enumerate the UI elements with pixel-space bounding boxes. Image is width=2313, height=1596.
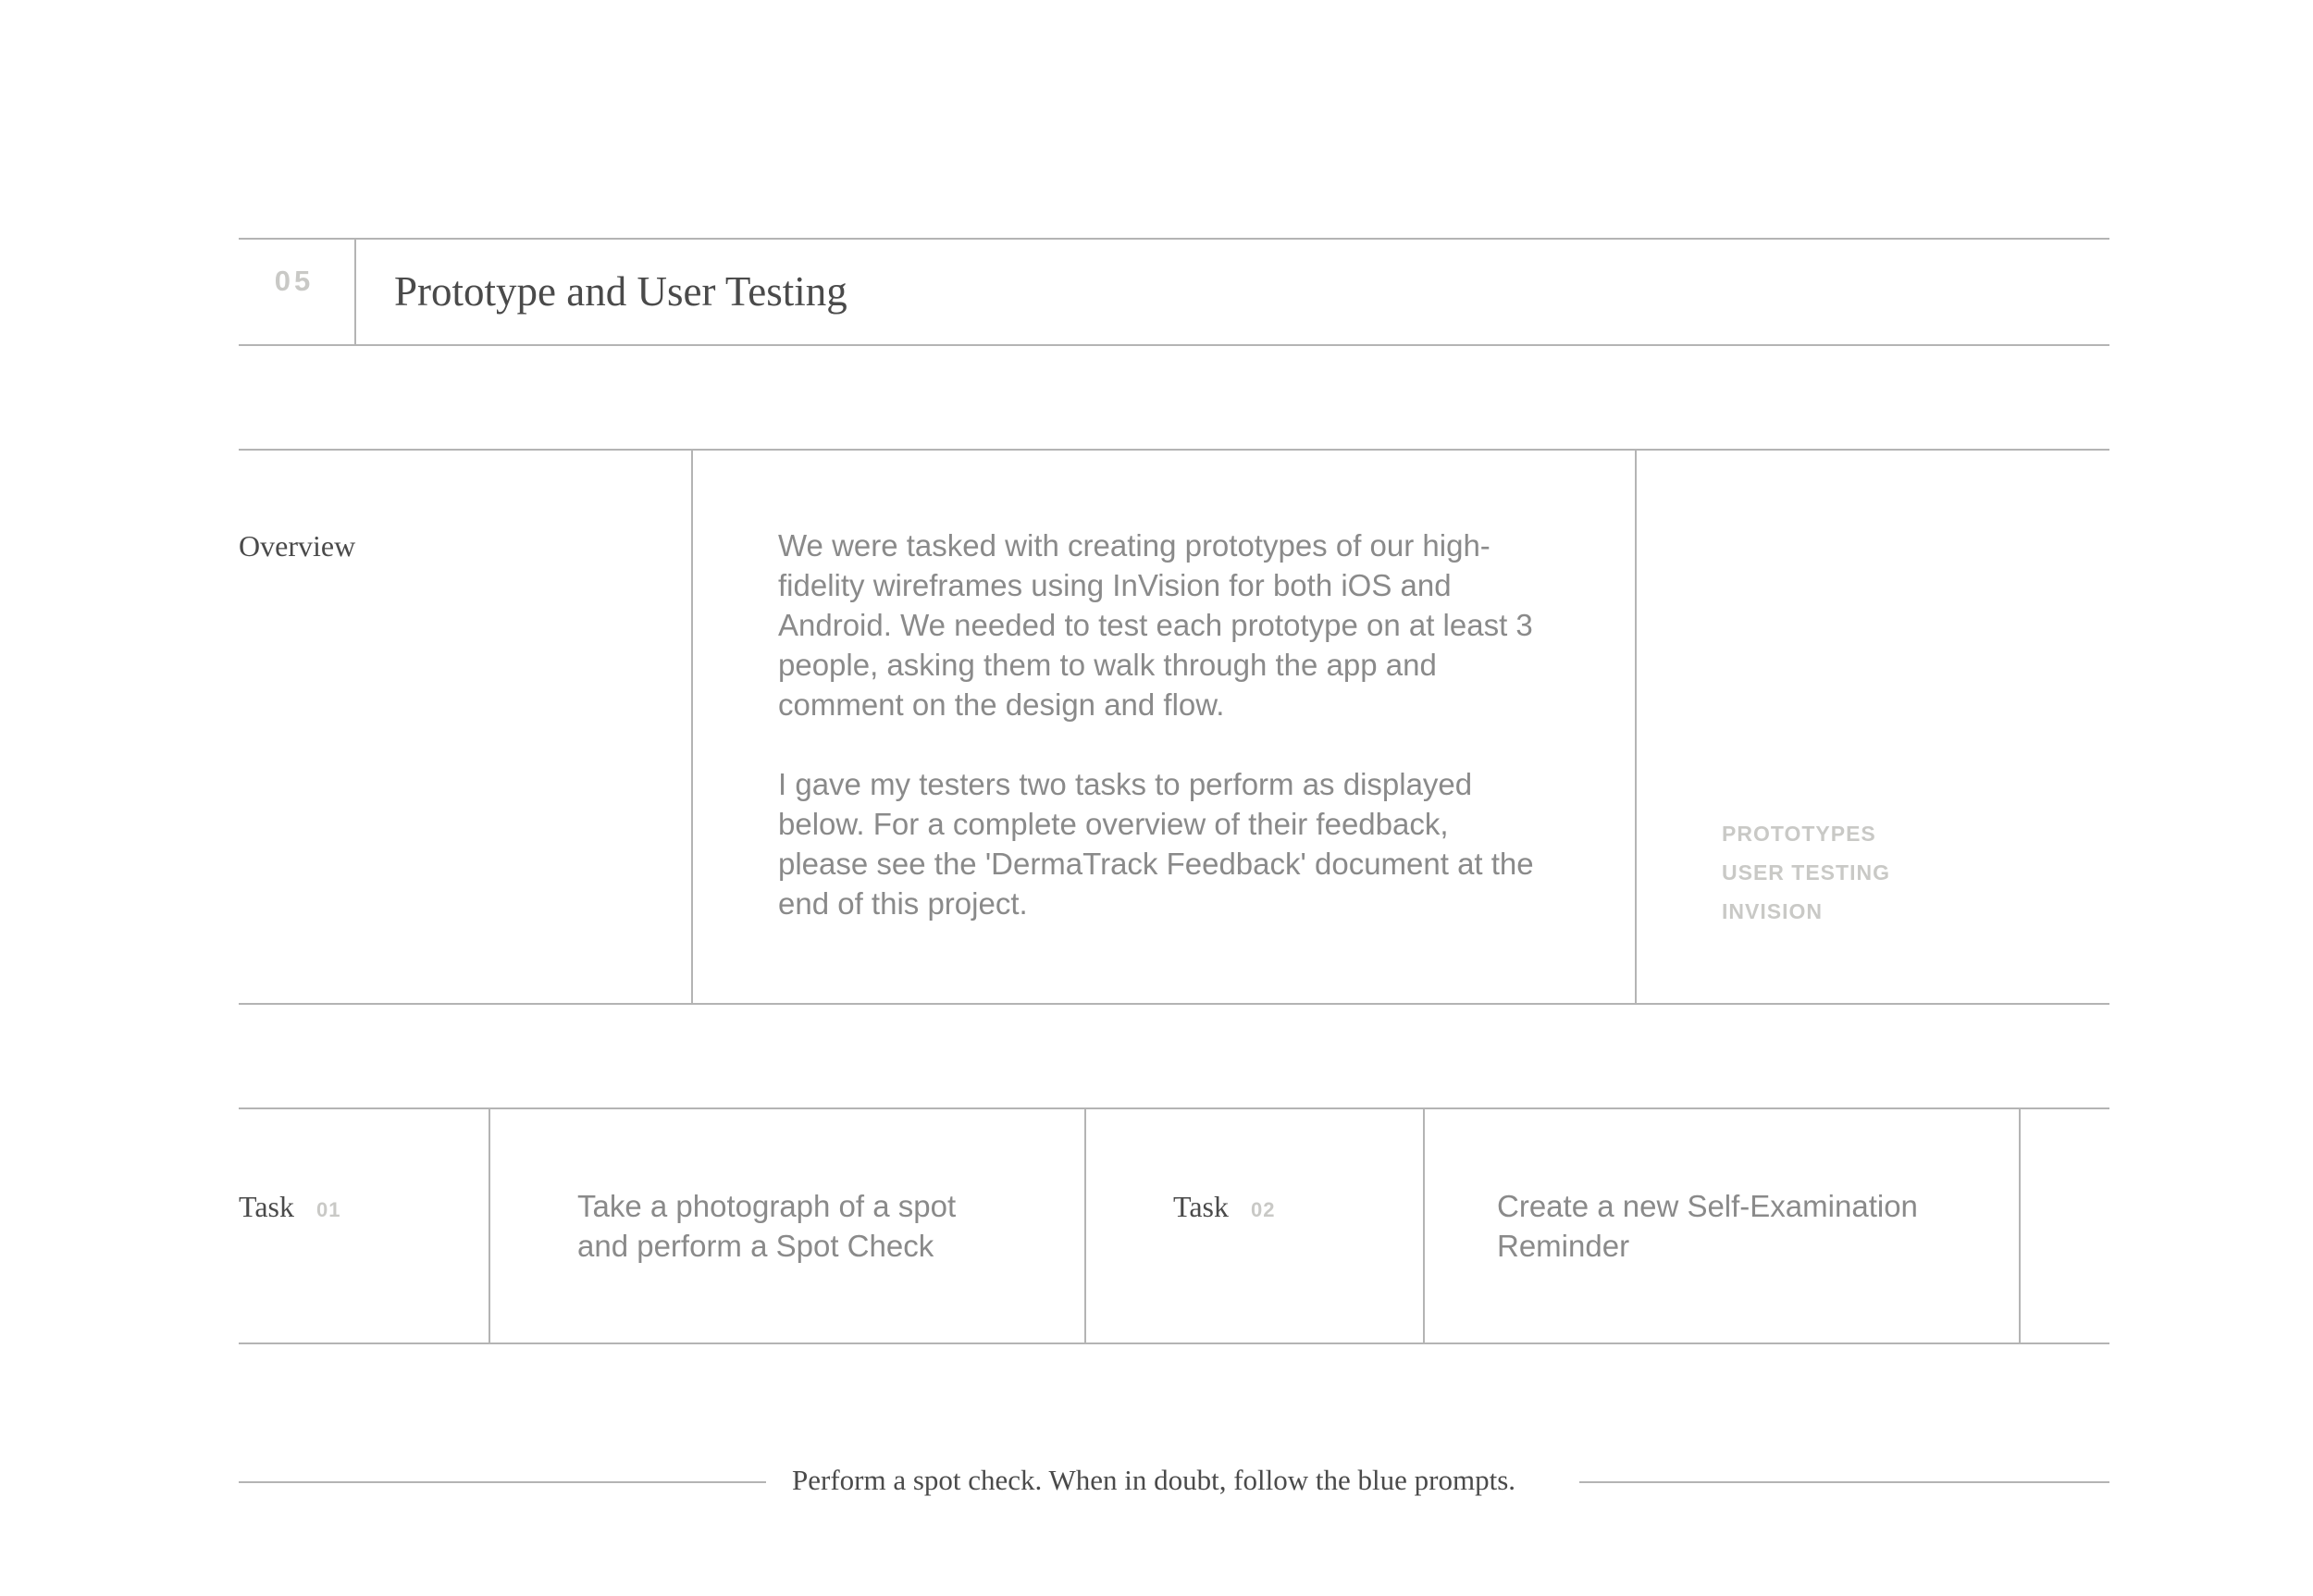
tasks-divider-4 xyxy=(2019,1107,2021,1344)
task-1-label xyxy=(239,1190,340,1224)
header-top-rule xyxy=(239,238,2109,240)
section-number: 05 xyxy=(274,265,315,297)
caption: Perform a spot check. When in doubt, follow the blue prompts. xyxy=(792,1464,1516,1496)
task-2-number: 02 xyxy=(1250,1198,1276,1221)
tasks-bottom-rule xyxy=(239,1342,2109,1344)
task-1-number: 01 xyxy=(315,1198,341,1221)
tag-prototypes: PROTOTYPES xyxy=(1722,822,1876,846)
header-bottom-rule xyxy=(239,344,2109,346)
task-2-description: Create a new Self-Examination Reminder xyxy=(1497,1189,1918,1263)
tasks-divider-1 xyxy=(489,1107,490,1344)
tag-user-testing: USER TESTING xyxy=(1722,860,1890,885)
tasks-divider-2 xyxy=(1084,1107,1086,1344)
overview-top-rule xyxy=(239,449,2109,451)
tasks-top-rule xyxy=(239,1107,2109,1109)
task-2-label xyxy=(1173,1190,1275,1224)
overview-bottom-rule xyxy=(239,1003,2109,1005)
task-1-description: Take a photograph of a spot and perform a Spot Check xyxy=(577,1189,957,1263)
task-1-title: Task xyxy=(239,1190,294,1223)
overview-paragraph-2: I gave my testers two tasks to perform as displayed below. For a complete overview of their feedback, please see the 'DermaTrack Feedback' document at the end of this project. xyxy=(778,767,1534,921)
caption-rule-left xyxy=(239,1481,766,1483)
header-divider xyxy=(354,238,356,346)
overview-paragraph-1: We were tasked with creating prototypes of our high-fidelity wireframes using InVision for both iOS and Android. We needed to test each prototype on at least 3 people, asking them to walk through the app and comment on the design and flow. xyxy=(778,528,1533,722)
task-2-title: Task xyxy=(1173,1190,1229,1223)
caption-rule-right xyxy=(1579,1481,2109,1483)
overview-divider-right xyxy=(1635,449,1637,1005)
overview-body xyxy=(778,526,1546,963)
overview-label: Overview xyxy=(239,529,356,563)
overview-divider-left xyxy=(691,449,693,1005)
tasks-divider-3 xyxy=(1423,1107,1425,1344)
tag-invision: INVISION xyxy=(1722,899,1823,923)
tag-list xyxy=(1722,814,1890,931)
page-title: Prototype and User Testing xyxy=(394,268,847,315)
